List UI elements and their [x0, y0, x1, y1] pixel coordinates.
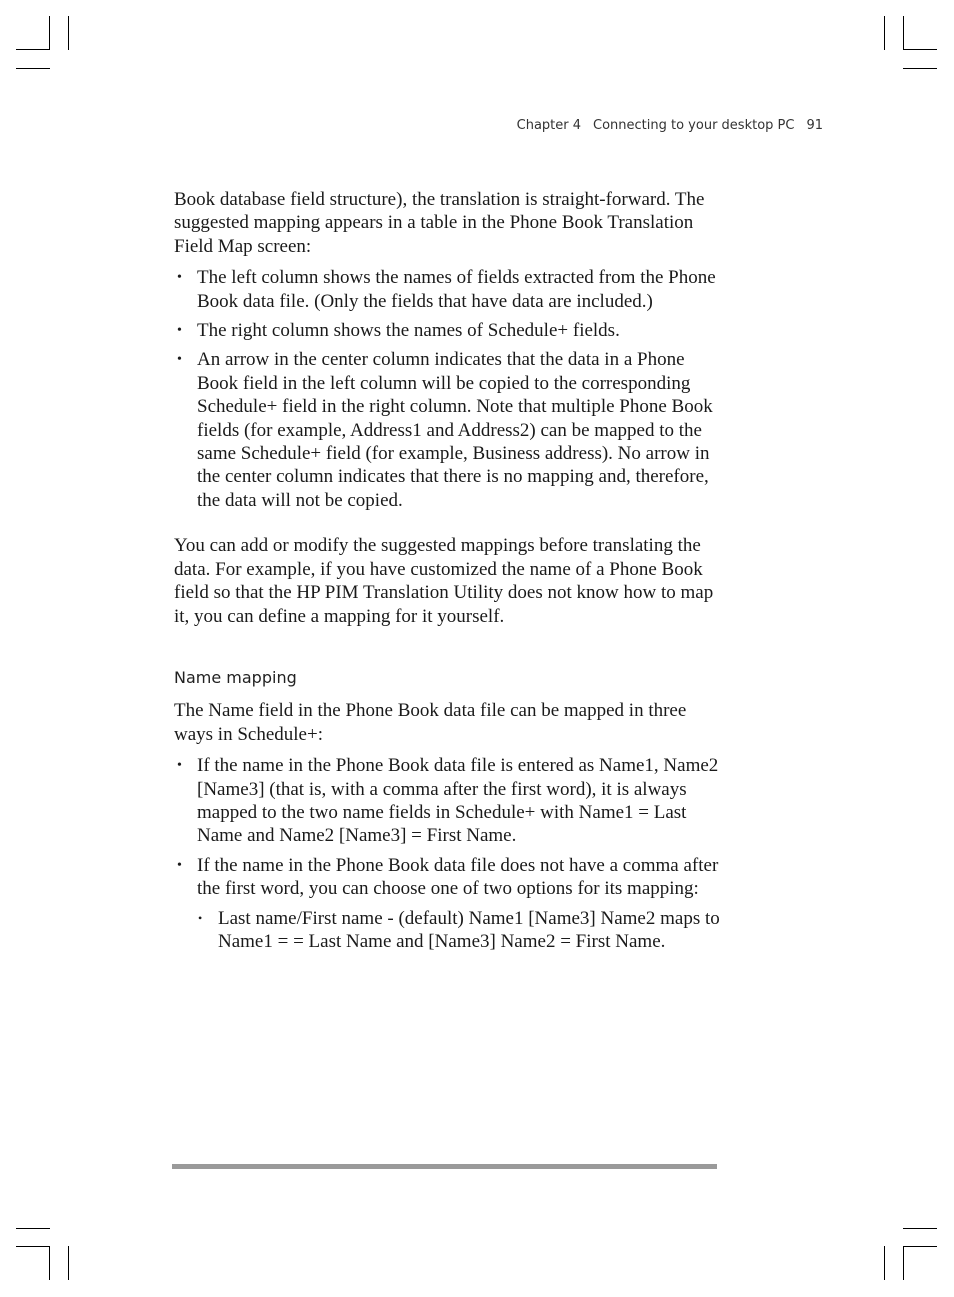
list-item: • The left column shows the names of fields extracted from the Phone Book data file. (Only the fields that have data are included.) — [174, 266, 722, 313]
crop-mark — [903, 16, 904, 50]
sub-list-item: • Last name/First name - (default) Name1 [Name3] Name2 maps to Name1 = = Last Name and [Name3] Name2 = First Name. — [197, 907, 722, 954]
footer-rule — [172, 1164, 717, 1169]
name-intro-paragraph: The Name field in the Phone Book data file can be mapped in three ways in Schedule+: — [174, 700, 687, 745]
field-map-bullet-list — [174, 266, 722, 512]
list-item: • The right column shows the names of Schedule+ fields. — [174, 319, 722, 342]
crop-mark — [16, 49, 50, 50]
crop-mark — [49, 1246, 50, 1280]
crop-mark — [903, 68, 937, 69]
crop-mark — [49, 16, 50, 50]
crop-mark — [68, 1246, 69, 1280]
modify-paragraph: You can add or modify the suggested mappings before translating the data. For example, if you have customized the name of a Phone Book field so that the HP PIM Translation Utility does not know how to map it, you can define a mapping for it yourself. — [174, 535, 714, 627]
section-subheading: Name mapping — [174, 667, 297, 687]
chapter-label: Chapter 4 — [516, 118, 582, 133]
crop-mark — [68, 16, 69, 50]
name-mapping-bullet-list — [174, 754, 722, 953]
crop-mark — [16, 68, 50, 69]
crop-mark — [16, 1246, 50, 1247]
running-head — [517, 118, 823, 133]
list-item — [174, 854, 722, 954]
crop-mark — [884, 16, 885, 50]
list-item-text: If the name in the Phone Book data file does not have a comma after the first word, you can choose one of two options for its mapping: — [197, 854, 719, 900]
crop-mark — [903, 1246, 937, 1247]
crop-mark — [903, 1228, 937, 1229]
crop-mark — [884, 1246, 885, 1280]
list-item: • If the name in the Phone Book data file is entered as Name1, Name2 [Name3] (that is, with a comma after the first word), it is always mapped to the two name fields in Schedule+ with Name1 = Last Name and Name2 [Name3] = First Name. — [174, 754, 722, 848]
sub-bullet-list — [197, 907, 722, 954]
crop-mark — [903, 1246, 904, 1280]
crop-mark — [903, 49, 937, 50]
intro-paragraph: Book database field structure), the translation is straight-forward. The suggested mapping appears in a table in the Phone Book Translation Field Map screen: — [174, 189, 705, 257]
list-item: • An arrow in the center column indicates that the data in a Phone Book field in the left column will be copied to the corresponding Schedule+ field in the right column. Note that multiple Phone Book fields (for example, Address1 and Address2) can be mapped to the same Schedule+ field (for example, Business address). No arrow in the center column indicates that there is no mapping and, therefore, the data will not be copied. — [174, 348, 722, 512]
body-text — [174, 188, 722, 953]
crop-mark — [16, 1228, 50, 1229]
chapter-title: Connecting to your desktop PC — [593, 118, 795, 133]
page-number: 91 — [806, 118, 823, 133]
